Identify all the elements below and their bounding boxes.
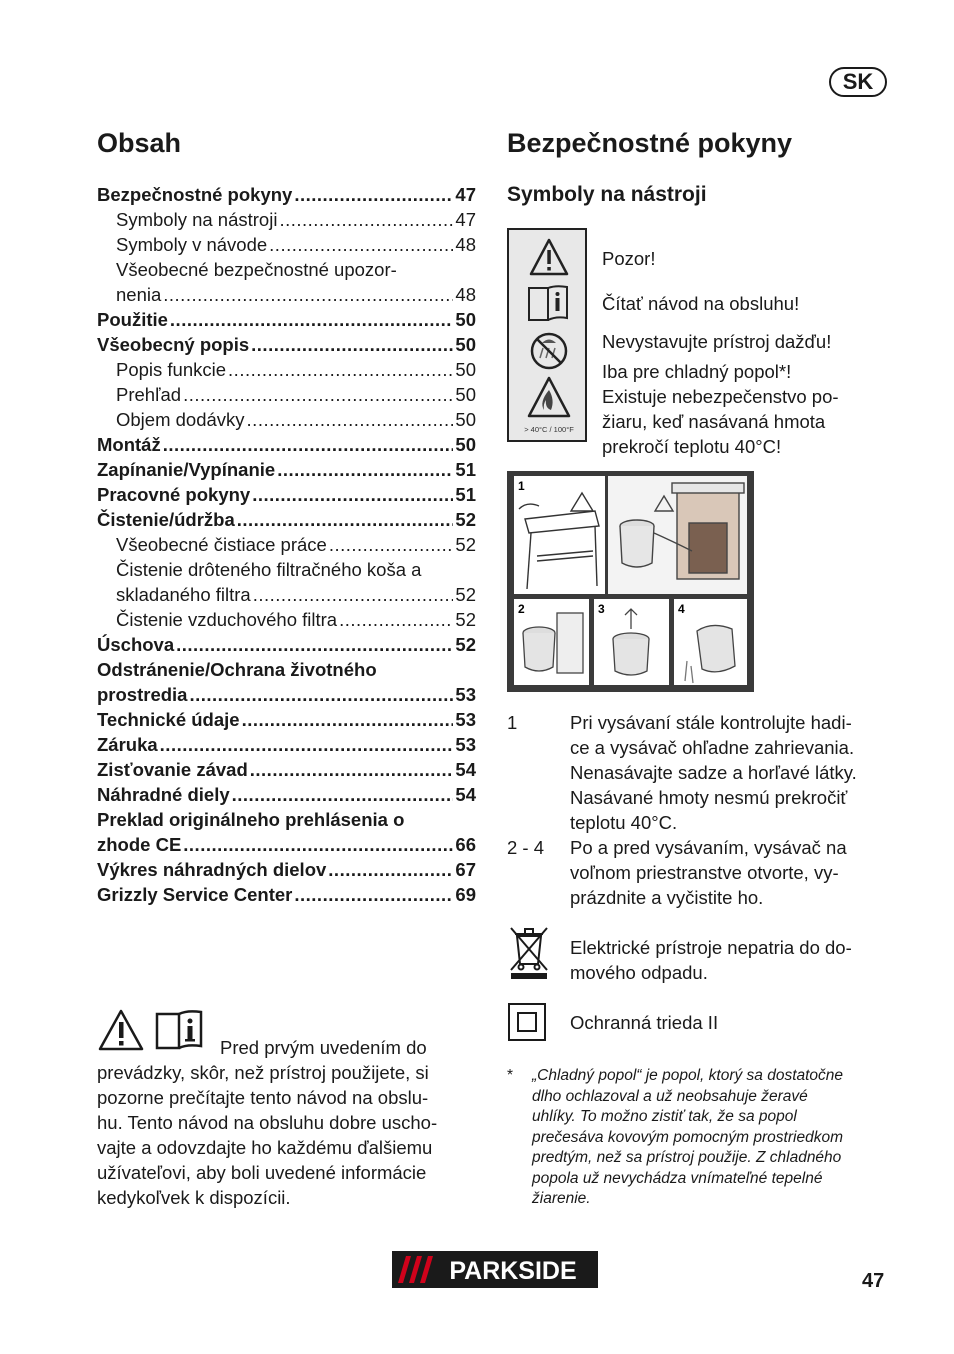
toc-leader-dots bbox=[253, 584, 454, 606]
symbol-rain-text: Nevystavujte prístroj dažďu! bbox=[602, 331, 832, 352]
symbol-caution-text: Pozor! bbox=[602, 248, 656, 269]
toc-entry-page: 53 bbox=[455, 684, 476, 705]
toc-leader-dots bbox=[294, 184, 453, 206]
footnote-marker: * bbox=[507, 1067, 514, 1084]
footnote-line: prečesáva kovovým pomocným prostriedkom bbox=[532, 1128, 843, 1146]
intro-line: pozorne prečítajte tento návod na obslu- bbox=[97, 1087, 429, 1108]
toc-entry-label: Prehľad bbox=[116, 384, 182, 405]
toc-entry-label: Technické údaje bbox=[97, 709, 240, 730]
toc-leader-dots bbox=[294, 884, 453, 906]
toc-entry-label: Použitie bbox=[97, 309, 168, 330]
section-title: Bezpečnostné pokyny bbox=[507, 128, 793, 158]
toc-entry bbox=[97, 634, 476, 659]
instruction-line: Pri vysávaní stále kontrolujte hadi- bbox=[570, 712, 852, 733]
toc-entry-label: Grizzly Service Center bbox=[97, 884, 293, 905]
toc-entry bbox=[97, 534, 476, 559]
toc-leader-dots bbox=[232, 784, 454, 806]
instruction-line: prázdnite a vyčistite ho. bbox=[570, 887, 764, 908]
toc-entry-page: 52 bbox=[455, 609, 476, 630]
toc-entry-label: Čistenie/údržba bbox=[97, 509, 235, 530]
toc-entry bbox=[97, 434, 476, 459]
instruction-line: Nenasávajte sadze a horľavé látky. bbox=[570, 762, 857, 783]
warning-icon bbox=[531, 240, 567, 274]
toc-entry bbox=[97, 234, 476, 259]
toc-leader-dots bbox=[228, 359, 453, 381]
footnote-line: predtým, než sa prístroj použije. Z chladného bbox=[532, 1149, 842, 1166]
toc-entry-page: 50 bbox=[455, 384, 476, 405]
footnote-line: popola už nevychádza vnímateľné tepelné bbox=[532, 1169, 823, 1187]
tool-symbols-panel bbox=[507, 228, 587, 442]
toc-entry-label: Výkres náhradných dielov bbox=[97, 859, 327, 880]
toc-entry bbox=[97, 309, 476, 334]
toc-entry-page: 50 bbox=[455, 434, 476, 455]
toc-leader-dots bbox=[277, 459, 453, 481]
toc-leader-dots bbox=[269, 234, 453, 256]
toc-entry bbox=[97, 284, 476, 309]
toc-entry-page: 48 bbox=[455, 284, 476, 305]
toc-entry-label: Zisťovanie závad bbox=[97, 759, 248, 780]
toc-leader-dots bbox=[160, 734, 454, 756]
toc-entry-label: Symboly v návode bbox=[116, 234, 268, 255]
class-ii-text: Ochranná trieda II bbox=[570, 1012, 719, 1033]
toc-entry-label: Všeobecné bezpečnostné upozor- bbox=[116, 259, 397, 280]
toc-entry bbox=[97, 384, 476, 409]
page-number: 47 bbox=[862, 1270, 885, 1292]
class-ii-icon bbox=[507, 1002, 547, 1042]
toc-leader-dots bbox=[163, 434, 454, 456]
toc-entry bbox=[97, 809, 476, 834]
language-badge: SK bbox=[829, 67, 887, 97]
toc-entry bbox=[97, 884, 476, 909]
instruction-line: Nasávané hmoty nesmú prekročiť bbox=[570, 787, 848, 808]
toc-entry bbox=[97, 259, 476, 284]
toc-entry bbox=[97, 684, 476, 709]
intro-paragraph bbox=[97, 1008, 477, 1210]
toc-leader-dots bbox=[237, 509, 454, 531]
section-subtitle: Symboly na nástroji bbox=[507, 183, 707, 206]
toc-leader-dots bbox=[328, 859, 453, 881]
toc-entry-page: 69 bbox=[455, 884, 476, 905]
toc-entry-label: Montáž bbox=[97, 434, 161, 455]
toc-entry-page: 54 bbox=[455, 784, 476, 805]
toc-entry-page: 52 bbox=[455, 634, 476, 655]
toc-entry-label: Odstránenie/Ochrana životného bbox=[97, 659, 377, 680]
toc-entry bbox=[97, 784, 476, 809]
instruction-line: voľnom priestranstve otvorte, vy- bbox=[570, 862, 839, 883]
toc-entry-page: 53 bbox=[455, 709, 476, 730]
intro-line: Pred prvým uvedením do bbox=[220, 1037, 427, 1058]
toc-entry-label: prostredia bbox=[97, 684, 188, 705]
toc-entry bbox=[97, 759, 476, 784]
toc-entry-label: Čistenie drôteného filtračného koša a bbox=[116, 559, 422, 580]
toc-entry-label: Úschova bbox=[97, 634, 175, 655]
instruction-number: 1 bbox=[507, 712, 518, 733]
toc-entry bbox=[97, 559, 476, 584]
toc-entry-label: Pracovné pokyny bbox=[97, 484, 251, 505]
toc-entry-label: Popis funkcie bbox=[116, 359, 227, 380]
toc-leader-dots bbox=[176, 634, 453, 656]
instruction-line: teplotu 40°C. bbox=[570, 812, 678, 833]
illustration-step-label: 4 bbox=[678, 602, 685, 616]
toc-entry bbox=[97, 509, 476, 534]
toc-entry bbox=[97, 734, 476, 759]
symbol-ash-text: Existuje nebezpečenstvo po- bbox=[602, 386, 839, 407]
toc-entry bbox=[97, 709, 476, 734]
footnote bbox=[507, 1066, 897, 1210]
toc-entry-label: Náhradné diely bbox=[97, 784, 230, 805]
toc-entry-page: 51 bbox=[455, 459, 476, 480]
toc-entry bbox=[97, 459, 476, 484]
symbol-ash-text: prekročí teplotu 40°C! bbox=[602, 436, 782, 457]
toc-leader-dots bbox=[247, 409, 454, 431]
toc-leader-dots bbox=[183, 384, 453, 406]
toc-leader-dots bbox=[170, 309, 454, 331]
toc-entry-page: 52 bbox=[455, 509, 476, 530]
footnote-line: dlho ochlazoval a už neobsahuje žeravé bbox=[532, 1087, 808, 1105]
toc-entry bbox=[97, 484, 476, 509]
toc-leader-dots bbox=[183, 834, 453, 856]
footnote-line: „Chladný popol“ je popol, ktorý sa dostatočne bbox=[532, 1067, 844, 1084]
toc-entry bbox=[97, 334, 476, 359]
intro-line: prevádzky, skôr, než prístroj použijete, si bbox=[97, 1062, 429, 1083]
toc-entry-label: Objem dodávky bbox=[116, 409, 245, 430]
toc-leader-dots bbox=[163, 284, 453, 306]
toc-leader-dots bbox=[242, 709, 454, 731]
toc-entry bbox=[97, 184, 476, 209]
toc-entry-page: 67 bbox=[455, 859, 476, 880]
weee-line: Elektrické prístroje nepatria do do- bbox=[570, 937, 852, 958]
toc-entry-label: Čistenie vzduchového filtra bbox=[116, 609, 338, 630]
toc-entry-page: 52 bbox=[455, 584, 476, 605]
toc-entry bbox=[97, 209, 476, 234]
toc-entry-page: 54 bbox=[455, 759, 476, 780]
toc-entry bbox=[97, 584, 476, 609]
weee-bin-icon bbox=[507, 924, 551, 980]
toc-entry-label: Zapínanie/Vypínanie bbox=[97, 459, 276, 480]
intro-line: hu. Tento návod na obsluhu dobre uscho- bbox=[97, 1112, 438, 1133]
intro-line: kedykoľvek k dispozícii. bbox=[97, 1187, 291, 1208]
intro-line: užívateľovi, aby boli uvedené informácie bbox=[97, 1162, 427, 1183]
instruction-item bbox=[507, 835, 897, 910]
weee-line: mového odpadu. bbox=[570, 962, 708, 983]
intro-line: vajte a odovzdajte ho každému ďalšiemu bbox=[97, 1137, 433, 1158]
toc-entry-page: 50 bbox=[455, 334, 476, 355]
footnote-line: uhlíky. To možno zistiť tak, že sa popol bbox=[532, 1108, 797, 1125]
toc-leader-dots bbox=[251, 334, 453, 356]
toc-entry-page: 50 bbox=[455, 309, 476, 330]
manual-icon bbox=[529, 286, 567, 320]
illustration-step-label: 3 bbox=[598, 602, 605, 616]
toc-entry bbox=[97, 659, 476, 684]
toc-leader-dots bbox=[339, 609, 453, 631]
table-of-contents bbox=[97, 184, 476, 909]
toc-leader-dots bbox=[250, 759, 454, 781]
toc-entry-label: Všeobecný popis bbox=[97, 334, 250, 355]
toc-entry-page: 52 bbox=[455, 534, 476, 555]
toc-entry-label: Bezpečnostné pokyny bbox=[97, 184, 293, 205]
hot-ash-warning-icon bbox=[529, 378, 569, 416]
toc-leader-dots bbox=[329, 534, 454, 556]
no-rain-icon bbox=[532, 334, 566, 368]
footnote-line: žiarenie. bbox=[532, 1190, 591, 1207]
illustration-step-label: 2 bbox=[518, 602, 525, 616]
instruction-list bbox=[507, 710, 897, 910]
instruction-line: ce a vysávač ohľadne zahrievania. bbox=[570, 737, 855, 758]
weee-text bbox=[570, 935, 900, 985]
toc-leader-dots bbox=[189, 684, 453, 706]
symbol-ash-text: Iba pre chladný popol*! bbox=[602, 361, 792, 382]
toc-entry-page: 53 bbox=[455, 734, 476, 755]
toc-entry bbox=[97, 409, 476, 434]
toc-entry-page: 47 bbox=[455, 184, 476, 205]
temperature-label: > 40°C / 100°F bbox=[524, 425, 574, 434]
parkside-logo bbox=[392, 1251, 598, 1288]
toc-entry-page: 47 bbox=[455, 209, 476, 230]
toc-entry-page: 48 bbox=[455, 234, 476, 255]
toc-entry-label: zhode CE bbox=[97, 834, 182, 855]
toc-entry-label: Preklad originálneho prehlásenia o bbox=[97, 809, 405, 830]
toc-entry-label: skladaného filtra bbox=[116, 584, 251, 605]
toc-entry-label: Symboly na nástroji bbox=[116, 209, 278, 230]
usage-illustration bbox=[507, 471, 754, 692]
instruction-number: 2 - 4 bbox=[507, 837, 545, 858]
instruction-item bbox=[507, 710, 897, 835]
toc-entry-page: 50 bbox=[455, 359, 476, 380]
toc-leader-dots bbox=[279, 209, 453, 231]
toc-entry-page: 50 bbox=[455, 409, 476, 430]
toc-entry-page: 51 bbox=[455, 484, 476, 505]
toc-entry-page: 66 bbox=[455, 834, 476, 855]
toc-entry-label: nenia bbox=[116, 284, 162, 305]
instruction-line: Po a pred vysávaním, vysávač na bbox=[570, 837, 847, 858]
symbol-manual-text: Čítať návod na obsluhu! bbox=[602, 293, 800, 314]
toc-entry-label: Záruka bbox=[97, 734, 158, 755]
toc-entry bbox=[97, 359, 476, 384]
toc-entry-label: Všeobecné čistiace práce bbox=[116, 534, 327, 555]
toc-entry bbox=[97, 859, 476, 884]
toc-entry bbox=[97, 609, 476, 634]
illustration-step-label: 1 bbox=[518, 479, 525, 493]
toc-entry bbox=[97, 834, 476, 859]
toc-leader-dots bbox=[252, 484, 453, 506]
symbol-ash-text: žiaru, keď nasávaná hmota bbox=[602, 411, 826, 432]
toc-title: Obsah bbox=[97, 128, 182, 158]
logo-wordmark: PARKSIDE bbox=[449, 1257, 577, 1285]
tool-symbols-text bbox=[602, 246, 882, 459]
